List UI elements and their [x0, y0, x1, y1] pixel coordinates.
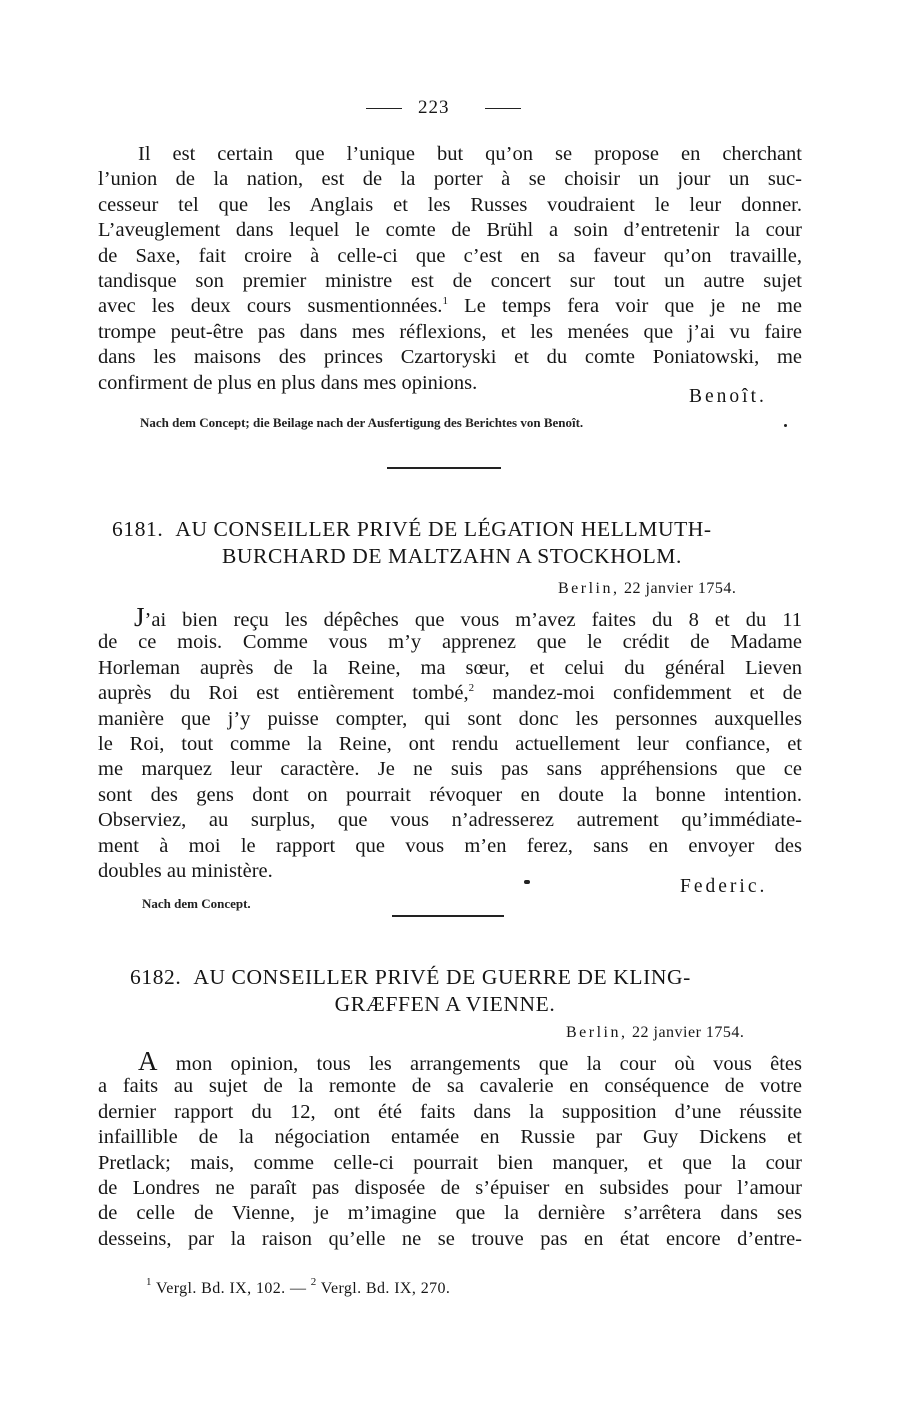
date-place: Berlin, — [558, 580, 620, 597]
heading-line: BURCHARD DE MALTZAHN A STOCKHOLM. — [221, 544, 682, 568]
dateline — [558, 580, 736, 598]
text-line: confirment de plus en plus dans mes opinions. — [98, 371, 478, 394]
text-line: Il est certain que l’unique but qu’on se propose en cherchant — [138, 143, 802, 165]
text-fragment: avec les deux cours susmentionnées. — [98, 295, 443, 318]
ink-speck — [784, 424, 787, 427]
footnote-mark: 1 — [146, 1276, 152, 1288]
text-line: de celle de Vienne, je m’imagine que la dernière s’arrêtera dans ses — [98, 1202, 802, 1225]
signature-benoit: Benoît. — [689, 386, 767, 407]
text-fragment: mandez-moi confidemment et de — [474, 682, 802, 705]
text-fragment: auprès du Roi est entièrement tombé, — [98, 682, 469, 705]
text-fragment: Le temps fera voir que je ne me — [447, 295, 803, 318]
text-line: infaillible de la négociation entamée en Russie par Guy Dickens et — [98, 1126, 802, 1149]
letter-number: 6182. — [130, 965, 182, 989]
source-note: Nach dem Concept. — [142, 896, 251, 911]
text-line: l’union de la nation, est de la porter à se choisir un jour un suc- — [98, 168, 802, 191]
text-line — [98, 602, 802, 632]
text-line: Pretlack; mais, comme celle-ci pourrait bien manquer, et que la cour — [98, 1151, 802, 1174]
footnote-mark: 2 — [310, 1276, 317, 1288]
intro-paragraph — [98, 142, 802, 396]
section-rule — [392, 915, 504, 917]
footnote-text: Vergl. Bd. IX, 102. — — [151, 1280, 311, 1297]
ink-speck — [524, 880, 530, 884]
text-line: desseins, par la raison qu’elle ne se trouve pas en état encore d’entre- — [98, 1227, 802, 1250]
letter-6181-body — [98, 602, 802, 884]
text-line: trompe peut-être pas dans mes réflexions, et les menées que j’ai vu faire — [98, 320, 802, 343]
signature-federic: Federic. — [680, 876, 768, 897]
text-line: me marquez leur caractère. Je ne suis pas sans appréhensions que ce — [98, 758, 802, 781]
heading-text: AU CONSEILLER PRIVÉ DE GUERRE DE KLING- — [193, 965, 691, 989]
date-text: 22 janvier 1754. — [632, 1024, 745, 1041]
letter-heading-6181 — [112, 516, 792, 570]
text-line: a faits au sujet de la remonte de sa cavalerie en conséquence de votre — [98, 1075, 802, 1098]
header-dash-left — [366, 108, 402, 109]
text-line: L’aveuglement dans lequel le comte de Brühl a soin d’entretenir la cour — [98, 219, 802, 242]
date-place: Berlin, — [566, 1024, 628, 1041]
text-line: Horleman auprès de la Reine, ma sœur, et celui du général Lieven — [98, 656, 802, 679]
heading-line — [112, 516, 792, 543]
initial-letter: A — [138, 1046, 158, 1076]
letter-number: 6181. — [112, 517, 164, 541]
text-line: dans les maisons des princes Czartoryski et du comte Poniatowski, me — [98, 346, 802, 369]
text-line: tandisque son premier ministre est de concert sur tout un autre sujet — [98, 269, 802, 292]
text-line: de Saxe, fait croire à celle-ci que c’est en sa faveur qu’on travaille, — [98, 244, 802, 267]
text-line: doubles au ministère. — [98, 859, 273, 882]
footnote-mark: 1 — [442, 295, 448, 308]
dateline — [566, 1024, 744, 1042]
text-line: ment à moi le rapport que vous m’en ferez, sans en envoyer des — [98, 834, 802, 857]
text-line: de ce mois. Comme vous m’y apprenez que le crédit de Madame — [98, 631, 802, 654]
source-note: Nach dem Concept; die Beilage nach der Ausfertigung des Berichtes von Benoît. — [140, 415, 584, 430]
text-fragment: mon opinion, tous les arrangements que la cour où vous êtes — [157, 1053, 802, 1075]
page-header — [0, 98, 900, 122]
letter-6182-body — [98, 1046, 802, 1252]
text-line: dernier rapport du 12, ont été faits dans la supposition d’une réussite — [98, 1100, 802, 1123]
header-dash-right — [485, 108, 521, 109]
letter-heading-6182 — [130, 964, 760, 1018]
heading-line: GRÆFFEN A VIENNE. — [334, 992, 556, 1016]
page-number: 223 — [418, 97, 450, 118]
initial-letter: J — [134, 602, 145, 632]
footnote-mark: 2 — [468, 682, 475, 695]
date-text: 22 janvier 1754. — [624, 580, 737, 597]
text-line: manière que j’y puisse compter, qui sont donc les personnes auxquelles — [98, 707, 802, 730]
footnote-text: Vergl. Bd. IX, 270. — [316, 1280, 451, 1297]
footnotes — [146, 1276, 451, 1298]
text-fragment: ’ai bien reçu les dépêches que vous m’avez faites du 8 et du 11 — [144, 609, 802, 631]
text-line: de Londres ne paraît pas disposée de s’épuiser en subsides pour l’amour — [98, 1176, 802, 1199]
text-line — [98, 681, 802, 706]
text-line — [98, 294, 802, 319]
text-line — [98, 1046, 802, 1076]
text-line: sont des gens dont on pourrait révoquer en doute la bonne intention. — [98, 783, 802, 806]
heading-text: AU CONSEILLER PRIVÉ DE LÉGATION HELLMUTH- — [175, 517, 712, 541]
section-rule — [387, 467, 501, 469]
heading-line — [130, 964, 760, 991]
text-line: cesseur tel que les Anglais et les Russes voudraient le leur donner. — [98, 193, 802, 216]
text-line: le Roi, tout comme la Reine, ont rendu actuellement leur confiance, et — [98, 732, 802, 755]
text-line: Observiez, au surplus, que vous n’adresserez autrement qu’immédiate- — [98, 809, 802, 832]
